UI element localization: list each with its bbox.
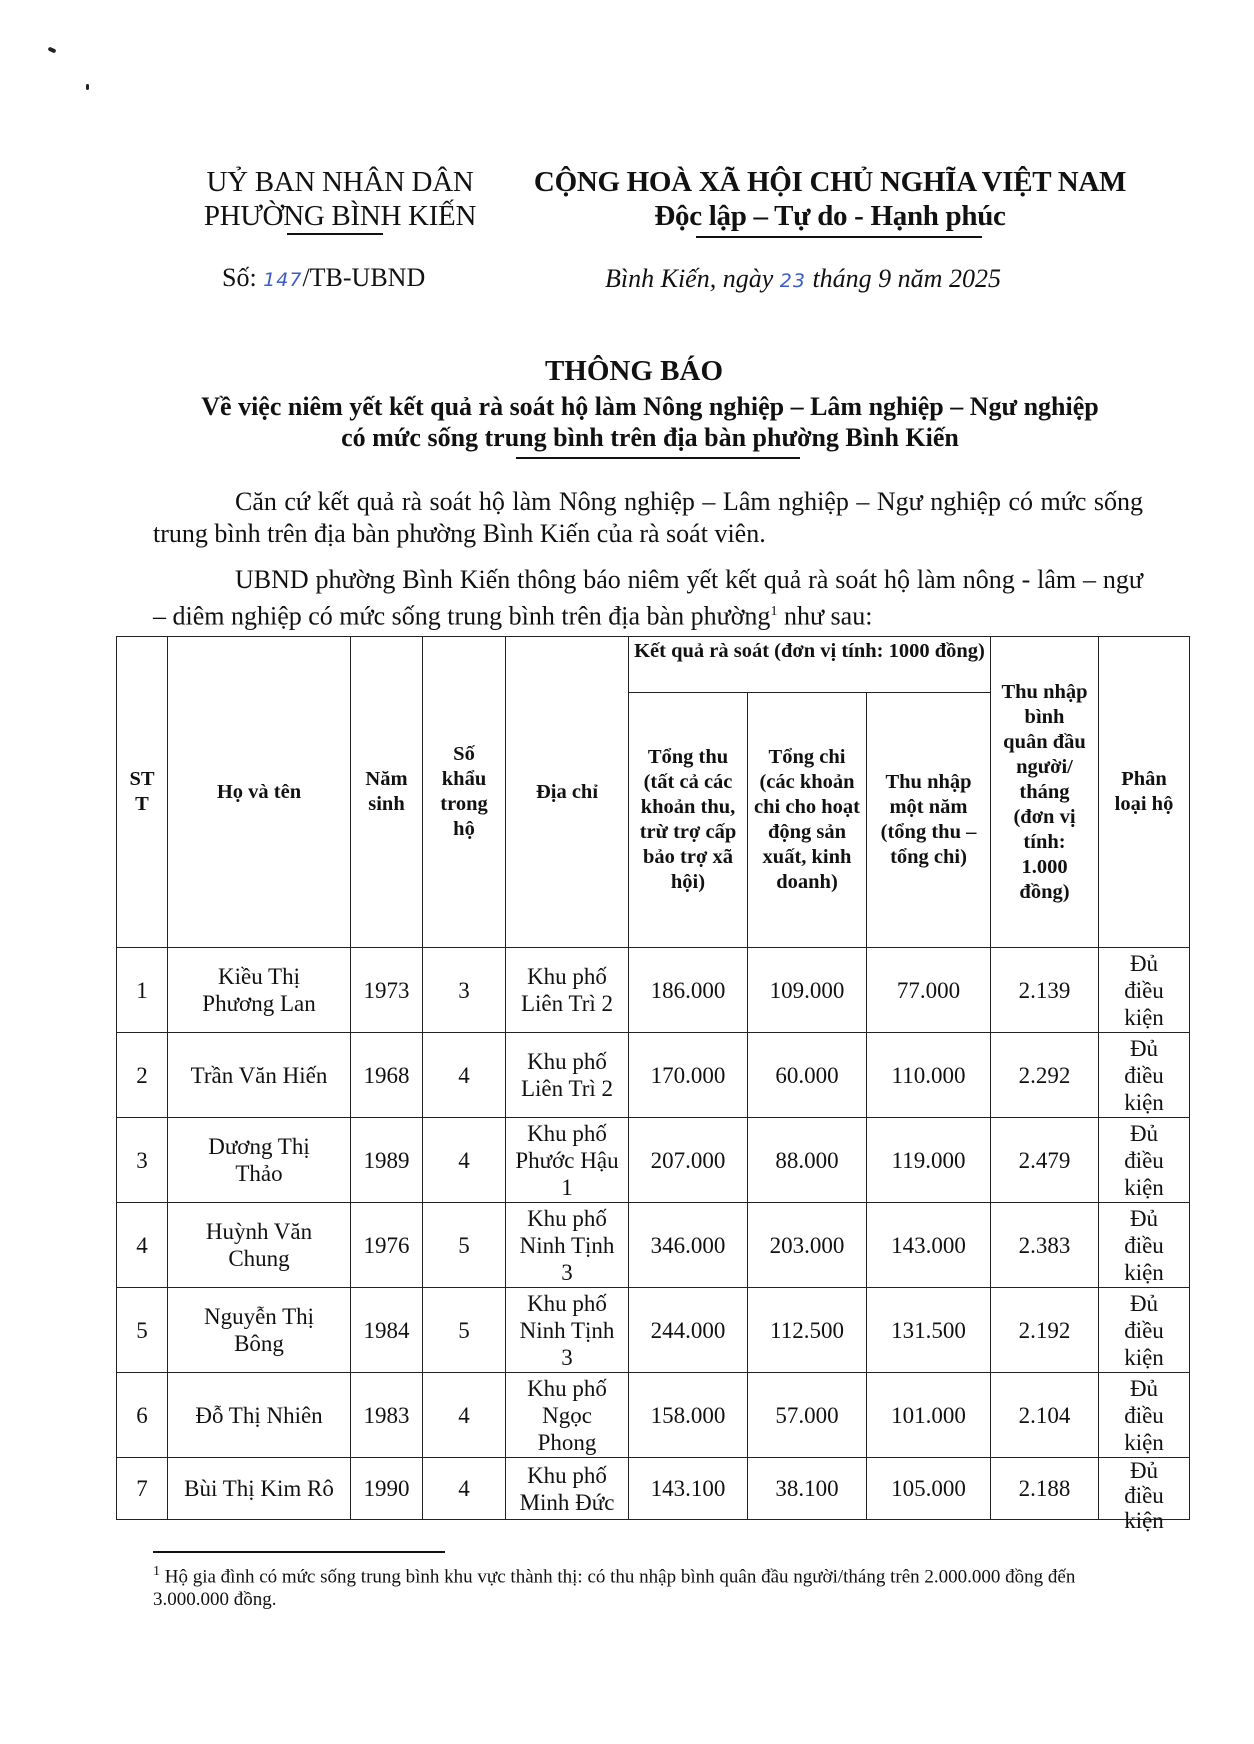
paragraph-announcement bbox=[153, 564, 1143, 633]
subtitle-line1: Về việc niêm yết kết quả rà soát hộ làm Nông nghiệp – Lâm nghiệp – Ngư nghiệp bbox=[201, 392, 1099, 421]
announcement-end: như sau: bbox=[777, 601, 873, 631]
cell-name: Trần Văn Hiến bbox=[168, 1033, 351, 1118]
table-row bbox=[117, 1203, 1190, 1288]
cell-name: Bùi Thị Kim Rô bbox=[168, 1458, 351, 1520]
cell-name: Nguyễn Thị Bông bbox=[168, 1288, 351, 1373]
footnote-text: Hộ gia đình có mức sống trung bình khu vực thành thị: có thu nhập bình quân đầu người/tháng trên 2.000.000 đồng đến 3.000.000 đồng. bbox=[153, 1566, 1076, 1611]
doc-number-suffix: /TB-UBND bbox=[302, 263, 426, 292]
cell-total-income: 346.000 bbox=[629, 1203, 748, 1288]
cell-birth-year: 1968 bbox=[351, 1033, 423, 1118]
cell-birth-year: 1976 bbox=[351, 1203, 423, 1288]
cell-total-income: 207.000 bbox=[629, 1118, 748, 1203]
cell-per-capita: 2.292 bbox=[991, 1033, 1099, 1118]
cell-total-income: 186.000 bbox=[629, 948, 748, 1033]
cell-total-expense: 112.500 bbox=[748, 1288, 867, 1373]
header-members: Số khẩu trong hộ bbox=[423, 637, 506, 948]
subtitle-underline bbox=[516, 457, 800, 459]
cell-address: Khu phố Ngọc Phong bbox=[506, 1373, 629, 1458]
cell-per-capita: 2.383 bbox=[991, 1203, 1099, 1288]
issue-date bbox=[605, 264, 1001, 294]
header-total-income: Tổng thu (tất cả các khoản thu, trừ trợ cấp bảo trợ xã hội) bbox=[629, 693, 748, 948]
cell-name: Huỳnh Văn Chung bbox=[168, 1203, 351, 1288]
table-row bbox=[117, 1458, 1190, 1520]
cell-total-expense: 203.000 bbox=[748, 1203, 867, 1288]
cell-classification: Đủ điều kiện bbox=[1099, 1033, 1190, 1118]
cell-stt: 4 bbox=[117, 1203, 168, 1288]
cell-per-capita: 2.104 bbox=[991, 1373, 1099, 1458]
cell-members: 4 bbox=[423, 1033, 506, 1118]
cell-stt: 7 bbox=[117, 1458, 168, 1520]
results-table bbox=[116, 636, 1190, 1533]
cell-annual-income: 143.000 bbox=[867, 1203, 991, 1288]
footnote bbox=[153, 1560, 1113, 1611]
cell-annual-income: 105.000 bbox=[867, 1458, 991, 1520]
cell-classification: Đủ điều kiện bbox=[1099, 948, 1190, 1033]
header-birth-year: Năm sinh bbox=[351, 637, 423, 948]
announcement-text: UBND phường Bình Kiến thông báo niêm yết kết quả rà soát hộ làm nông - lâm – ngư – diêm nghiệp có mức sống trung bình trên địa bàn phường bbox=[153, 565, 1143, 631]
header-per-capita: Thu nhập bình quân đầu người/ tháng (đơn vị tính: 1.000 đồng) bbox=[991, 637, 1099, 948]
cell-members: 4 bbox=[423, 1373, 506, 1458]
footnote-marker: 1 bbox=[153, 1564, 160, 1579]
cell-classification: Đủ điều kiện bbox=[1099, 1373, 1190, 1458]
cell-total-income: 143.100 bbox=[629, 1458, 748, 1520]
cell-per-capita: 2.479 bbox=[991, 1118, 1099, 1203]
table-row bbox=[117, 948, 1190, 1033]
cell-address: Khu phố Phước Hậu 1 bbox=[506, 1118, 629, 1203]
cell-total-expense: 88.000 bbox=[748, 1118, 867, 1203]
cell-total-expense: 60.000 bbox=[748, 1033, 867, 1118]
cell-members: 4 bbox=[423, 1458, 506, 1520]
cell-stt: 6 bbox=[117, 1373, 168, 1458]
subtitle-line2: có mức sống trung bình trên địa bàn phường Bình Kiến bbox=[341, 423, 959, 452]
motto-underline bbox=[696, 236, 982, 238]
cell-classification: Đủ điều kiện bbox=[1099, 1203, 1190, 1288]
scan-speck bbox=[86, 84, 89, 90]
doc-number-prefix: Số: bbox=[222, 263, 257, 292]
header-address: Địa chỉ bbox=[506, 637, 629, 948]
cell-per-capita: 2.188 bbox=[991, 1458, 1099, 1520]
cell-classification: Đủ điều kiện bbox=[1099, 1458, 1190, 1520]
table-row bbox=[117, 1288, 1190, 1373]
cell-birth-year: 1984 bbox=[351, 1288, 423, 1373]
footnote-separator bbox=[153, 1551, 445, 1553]
cell-address: Khu phố Minh Đức bbox=[506, 1458, 629, 1520]
cell-total-income: 170.000 bbox=[629, 1033, 748, 1118]
cell-birth-year: 1989 bbox=[351, 1118, 423, 1203]
cell-stt: 1 bbox=[117, 948, 168, 1033]
document-subtitle bbox=[150, 391, 1150, 453]
document-title: THÔNG BÁO bbox=[544, 355, 724, 387]
national-motto: Độc lập – Tự do - Hạnh phúc bbox=[654, 200, 1006, 232]
cell-total-expense: 38.100 bbox=[748, 1458, 867, 1520]
table-row bbox=[117, 1118, 1190, 1203]
cell-members: 5 bbox=[423, 1203, 506, 1288]
header-classification: Phân loại hộ bbox=[1099, 637, 1190, 948]
issuer-name bbox=[190, 165, 490, 233]
cell-address: Khu phố Ninh Tịnh 3 bbox=[506, 1203, 629, 1288]
table-row bbox=[117, 1033, 1190, 1118]
cell-classification: Đủ điều kiện bbox=[1099, 1288, 1190, 1373]
doc-number-handwritten: 147 bbox=[263, 269, 303, 291]
header-annual-income: Thu nhập một năm (tổng thu – tổng chi) bbox=[867, 693, 991, 948]
cell-members: 4 bbox=[423, 1118, 506, 1203]
cell-annual-income: 110.000 bbox=[867, 1033, 991, 1118]
cell-stt: 3 bbox=[117, 1118, 168, 1203]
header-name: Họ và tên bbox=[168, 637, 351, 948]
cell-per-capita: 2.139 bbox=[991, 948, 1099, 1033]
date-day-handwritten: 23 bbox=[779, 270, 806, 292]
cell-name: Kiều Thị Phương Lan bbox=[168, 948, 351, 1033]
cell-annual-income: 101.000 bbox=[867, 1373, 991, 1458]
cell-total-income: 244.000 bbox=[629, 1288, 748, 1373]
cell-annual-income: 119.000 bbox=[867, 1118, 991, 1203]
cell-classification: Đủ điều kiện bbox=[1099, 1118, 1190, 1203]
header-result-group: Kết quả rà soát (đơn vị tính: 1000 đồng) bbox=[629, 637, 991, 693]
header-stt: STT bbox=[117, 637, 168, 948]
issuer-underline bbox=[287, 233, 383, 235]
cell-members: 5 bbox=[423, 1288, 506, 1373]
scan-speck bbox=[48, 46, 57, 53]
cell-total-income: 158.000 bbox=[629, 1373, 748, 1458]
cell-address: Khu phố Liên Trì 2 bbox=[506, 948, 629, 1033]
cell-total-expense: 109.000 bbox=[748, 948, 867, 1033]
paragraph-basis: Căn cứ kết quả rà soát hộ làm Nông nghiệp – Lâm nghiệp – Ngư nghiệp có mức sống trung bình trên địa bàn phường Bình Kiến của rà soát viên. bbox=[153, 487, 1143, 548]
cell-per-capita: 2.192 bbox=[991, 1288, 1099, 1373]
cell-stt: 5 bbox=[117, 1288, 168, 1373]
cell-stt: 2 bbox=[117, 1033, 168, 1118]
date-prefix: Bình Kiến, ngày bbox=[605, 264, 774, 293]
issuer-line2: PHƯỜNG BÌNH KIẾN bbox=[203, 200, 477, 232]
cell-birth-year: 1983 bbox=[351, 1373, 423, 1458]
national-title-line1: CỘNG HOÀ XÃ HỘI CHỦ NGHĨA VIỆT NAM bbox=[533, 166, 1127, 198]
cell-birth-year: 1973 bbox=[351, 948, 423, 1033]
national-title bbox=[505, 165, 1155, 233]
header-total-expense: Tổng chi (các khoản chi cho hoạt động sản xuất, kinh doanh) bbox=[748, 693, 867, 948]
cell-total-expense: 57.000 bbox=[748, 1373, 867, 1458]
date-suffix: tháng 9 năm 2025 bbox=[812, 264, 1001, 293]
cell-address: Khu phố Ninh Tịnh 3 bbox=[506, 1288, 629, 1373]
footnote-ref[interactable]: 1 bbox=[770, 604, 778, 619]
cell-name: Dương Thị Thảo bbox=[168, 1118, 351, 1203]
document-number bbox=[222, 263, 425, 293]
cell-name: Đỗ Thị Nhiên bbox=[168, 1373, 351, 1458]
issuer-line1: UỶ BAN NHÂN DÂN bbox=[206, 166, 474, 198]
cell-address: Khu phố Liên Trì 2 bbox=[506, 1033, 629, 1118]
table-row bbox=[117, 1373, 1190, 1458]
cell-members: 3 bbox=[423, 948, 506, 1033]
cell-annual-income: 131.500 bbox=[867, 1288, 991, 1373]
cell-annual-income: 77.000 bbox=[867, 948, 991, 1033]
cell-birth-year: 1990 bbox=[351, 1458, 423, 1520]
